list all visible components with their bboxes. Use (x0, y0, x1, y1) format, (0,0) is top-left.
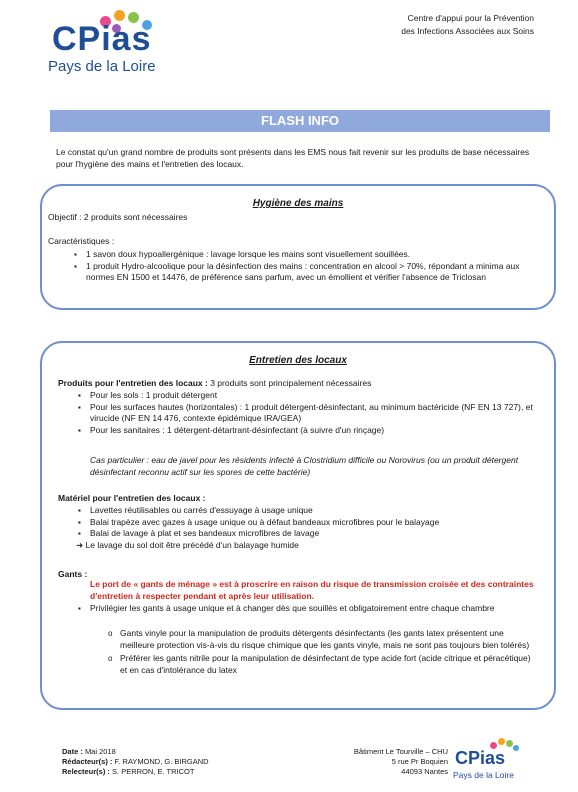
list-item: ▪ 1 produit Hydro-alcoolique pour la désinfection des mains : concentration en alcool > 70%, répondant a minima aux normes EN 1500 et 14476, de préférence sans parfum, avec un émollient et vérifier l'absence de Triclosan (72, 261, 540, 284)
flash-info-banner: FLASH INFO (50, 110, 550, 132)
material-list (76, 505, 536, 540)
address-line-3: 44093 Nantes (401, 767, 448, 776)
gloves-label: Gants : (58, 569, 88, 579)
hand-characteristics-label: Caractéristiques : (48, 236, 115, 246)
list-item: ▪ Pour les sols : 1 produit détergent (76, 390, 536, 402)
list-item: o Gants vinyle pour la manipulation de produits détergents désinfectants (les gants latex présentent une meilleure protection vis-à-vis du risque chimique que les gants vinyle, mais ne sont pas toujours bien tolérés) (106, 628, 536, 651)
reviewers-label: Relecteur(s) : (62, 767, 110, 776)
organization-name (401, 12, 534, 38)
reviewers-value: S. PERRON, E. TRICOT (112, 767, 195, 776)
list-item: ▪ Lavettes réutilisables ou carrés d'essuyage à usage unique (76, 505, 536, 517)
special-case-note: Cas particulier : eau de javel pour les résidents infecté à Clostridium difficile ou Norovirus (ou un produit détergent désinfectant reconnu actif sur les spores de cette bactérie) (90, 455, 519, 477)
list-item: ▪ Pour les sanitaires : 1 détergent-détartrant-désinfectant (à suivre d'un rinçage) (76, 425, 536, 437)
material-label: Matériel pour l'entretien des locaux : (58, 493, 206, 503)
footer-reviewers-row (62, 767, 209, 777)
products-label: Produits pour l'entretien des locaux : (58, 378, 208, 388)
list-item: o Préférer les gants nitrile pour la manipulation de désinfectant de type acide fort (acide citrique et péracétique) et en cas d'intolérance du latex (106, 653, 536, 676)
footer-writers-row (62, 757, 209, 767)
date-label: Date : (62, 747, 83, 756)
writers-value: F. RAYMOND, G. BIRGAND (114, 757, 209, 766)
logo-text: CPias (52, 20, 152, 58)
premises-title: Entretien des locaux (249, 355, 347, 366)
org-line-2: des Infections Associées aux Soins (401, 26, 534, 36)
address-line-2: 5 rue Pr Boquien (391, 757, 448, 766)
gloves-list (76, 603, 536, 615)
products-heading (58, 378, 371, 390)
list-item: ▪ 1 savon doux hypoallergénique : lavage lorsque les mains sont visuellement souillées. (72, 249, 540, 261)
gloves-warning: Le port de « gants de ménage » est à proscrire en raison du risque de transmission croisée et des contraintes d'entretien à respecter pendant et après leur utilisation. (90, 579, 534, 601)
list-item: ▪ Balai trapèze avec gazes à usage unique ou à défaut bandeaux microfibres pour le balayage (76, 517, 536, 529)
premises-cleaning-box (40, 341, 556, 710)
footer-address (330, 747, 448, 777)
products-list (76, 390, 536, 436)
footer-date-row (62, 747, 209, 757)
list-item: ▪ Pour les surfaces hautes (horizontales) : 1 produit détergent-désinfectant, au minimum bactéricide (NF EN 13 727), et virucide (NF EN 14 476, contexte épidémique IRA/GEA) (76, 402, 536, 425)
footer-credits (62, 747, 209, 777)
hand-objective: Objectif : 2 produits sont nécessaires (48, 212, 188, 222)
list-item: ▪ Privilégier les gants à usage unique et à changer dès que souillés et obligatoirement entre chaque chambre (76, 603, 536, 615)
footer-logo-text: CPias (455, 748, 506, 768)
writers-label: Rédacteur(s) : (62, 757, 113, 766)
org-line-1: Centre d'appui pour la Prévention (407, 13, 534, 23)
products-count-text: 3 produits sont principalement nécessaires (207, 378, 372, 388)
intro-paragraph: Le constat qu'un grand nombre de produits sont présents dans les EMS nous fait revenir sur les produits de base nécessaires pour l'hygiène des mains et l'entretien des locaux. (56, 147, 530, 169)
hand-products-list (72, 249, 540, 284)
hand-hygiene-box (40, 184, 556, 310)
arrow-right-icon: ➜ (76, 540, 84, 550)
material-note-text: Le lavage du sol doit être précédé d'un balayage humide (85, 540, 299, 550)
material-note (76, 540, 536, 552)
hand-hygiene-title: Hygiène des mains (252, 198, 344, 209)
gloves-sublist (106, 628, 536, 676)
footer-logo-subtitle: Pays de la Loire (453, 770, 514, 780)
list-item: ▪ Balai de lavage à plat et ses bandeaux microfibres de lavage (76, 528, 536, 540)
date-value: Mai 2018 (84, 747, 116, 756)
logo-subtitle: Pays de la Loire (48, 58, 156, 75)
address-line-1: Bâtiment Le Tourville – CHU (353, 747, 448, 756)
